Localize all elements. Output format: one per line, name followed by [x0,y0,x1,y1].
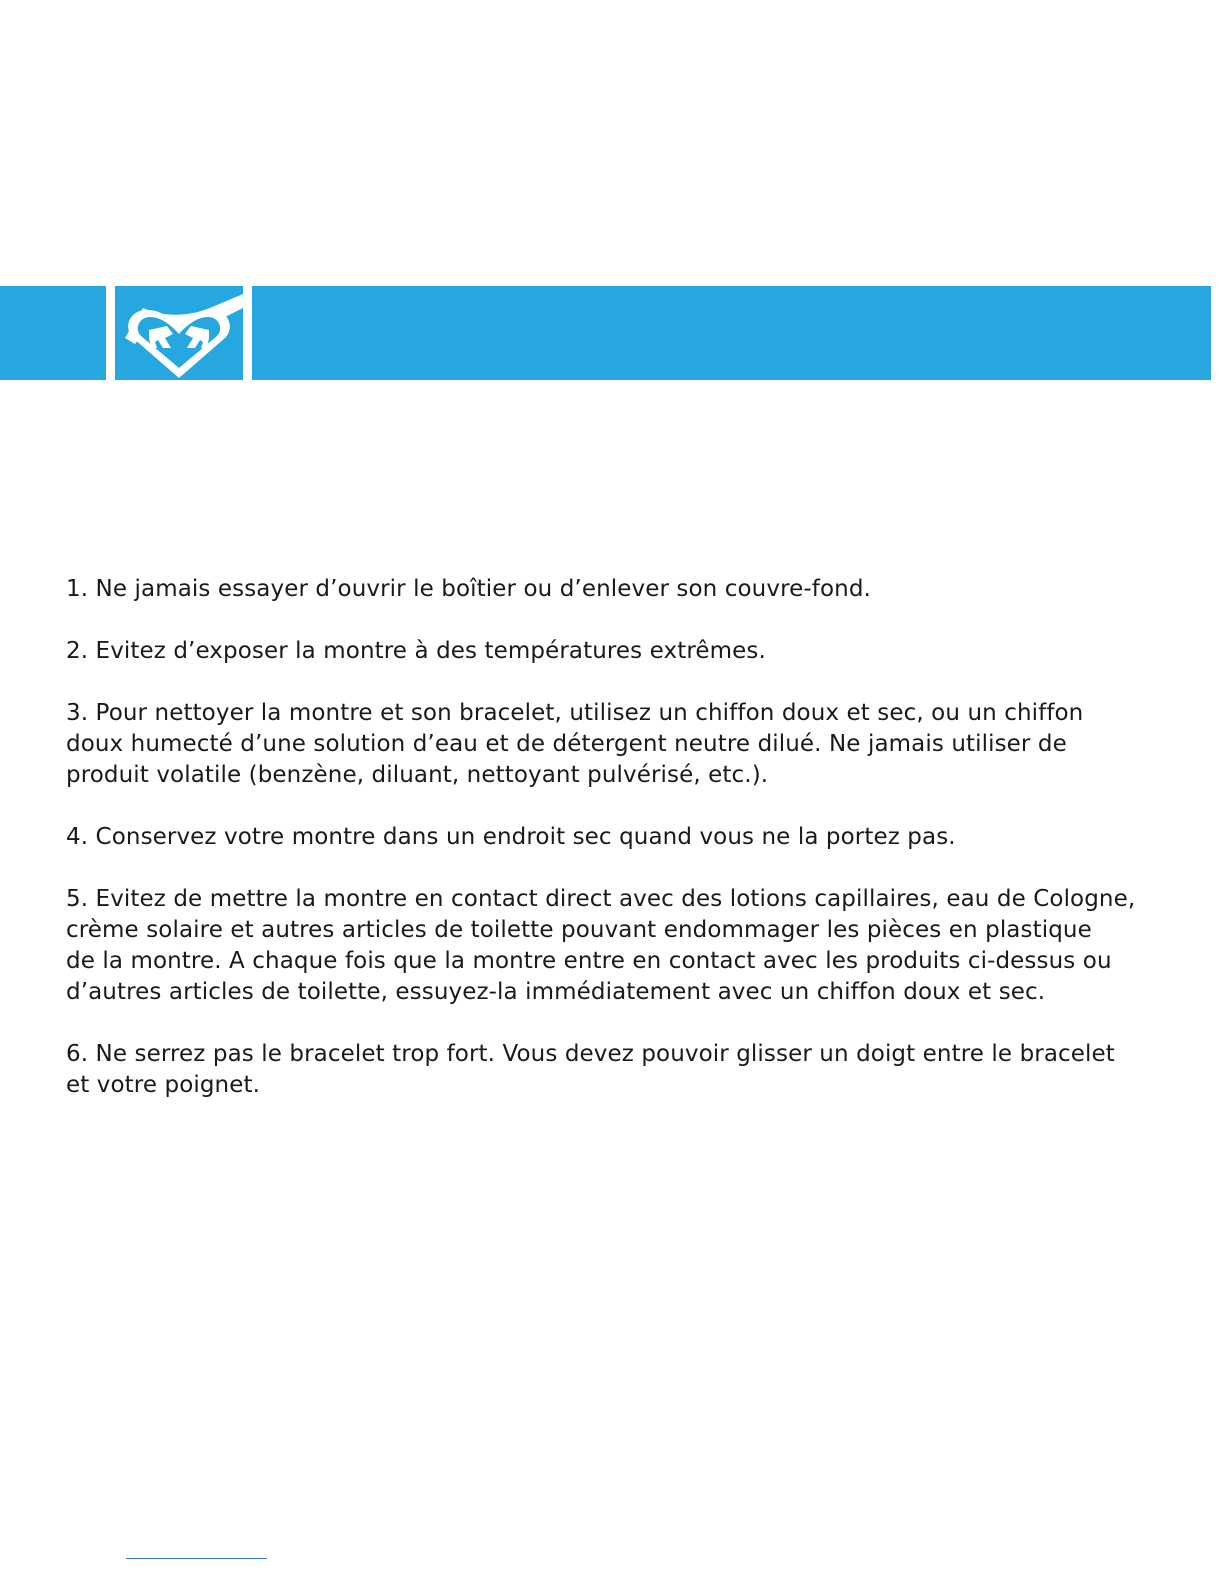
instruction-item: 5. Evitez de mettre la montre en contact direct avec des lotions capillaires, eau de Cologne, crème solaire et autres articles de toilette pouvant endommager les pièces en plastique de la montre. A chaque fois que la montre entre en contact avec les produits ci-dessus ou d’autres articles de toilette, essuyez-la immédiatement avec un chiffon doux et sec. [66,886,1136,1005]
instruction-item: 6. Ne serrez pas le bracelet trop fort. Vous devez pouvoir glisser un doigt entre le bracelet et votre poignet. [66,1041,1115,1098]
roxy-heart-logo-icon [115,286,243,380]
instruction-item: 1. Ne jamais essayer d’ouvrir le boîtier ou d’enlever son couvre-fond. [66,576,871,602]
banner-left-block [0,286,106,380]
instruction-item: 3. Pour nettoyer la montre et son bracelet, utilisez un chiffon doux et sec, ou un chiffon doux humecté d’une solution d’eau et de détergent neutre dilué. Ne jamais utiliser de produit volatile (benzène, diluant, nettoyant pulvérisé, etc.). [66,700,1084,788]
care-instructions-list [66,574,1176,1132]
banner-logo-block [115,286,243,380]
header-banner [0,286,1211,380]
footer-divider [126,1558,267,1559]
banner-right-block [252,286,1211,380]
instruction-item: 2. Evitez d’exposer la montre à des températures extrêmes. [66,638,766,664]
instruction-item: 4. Conservez votre montre dans un endroit sec quand vous ne la portez pas. [66,824,956,850]
